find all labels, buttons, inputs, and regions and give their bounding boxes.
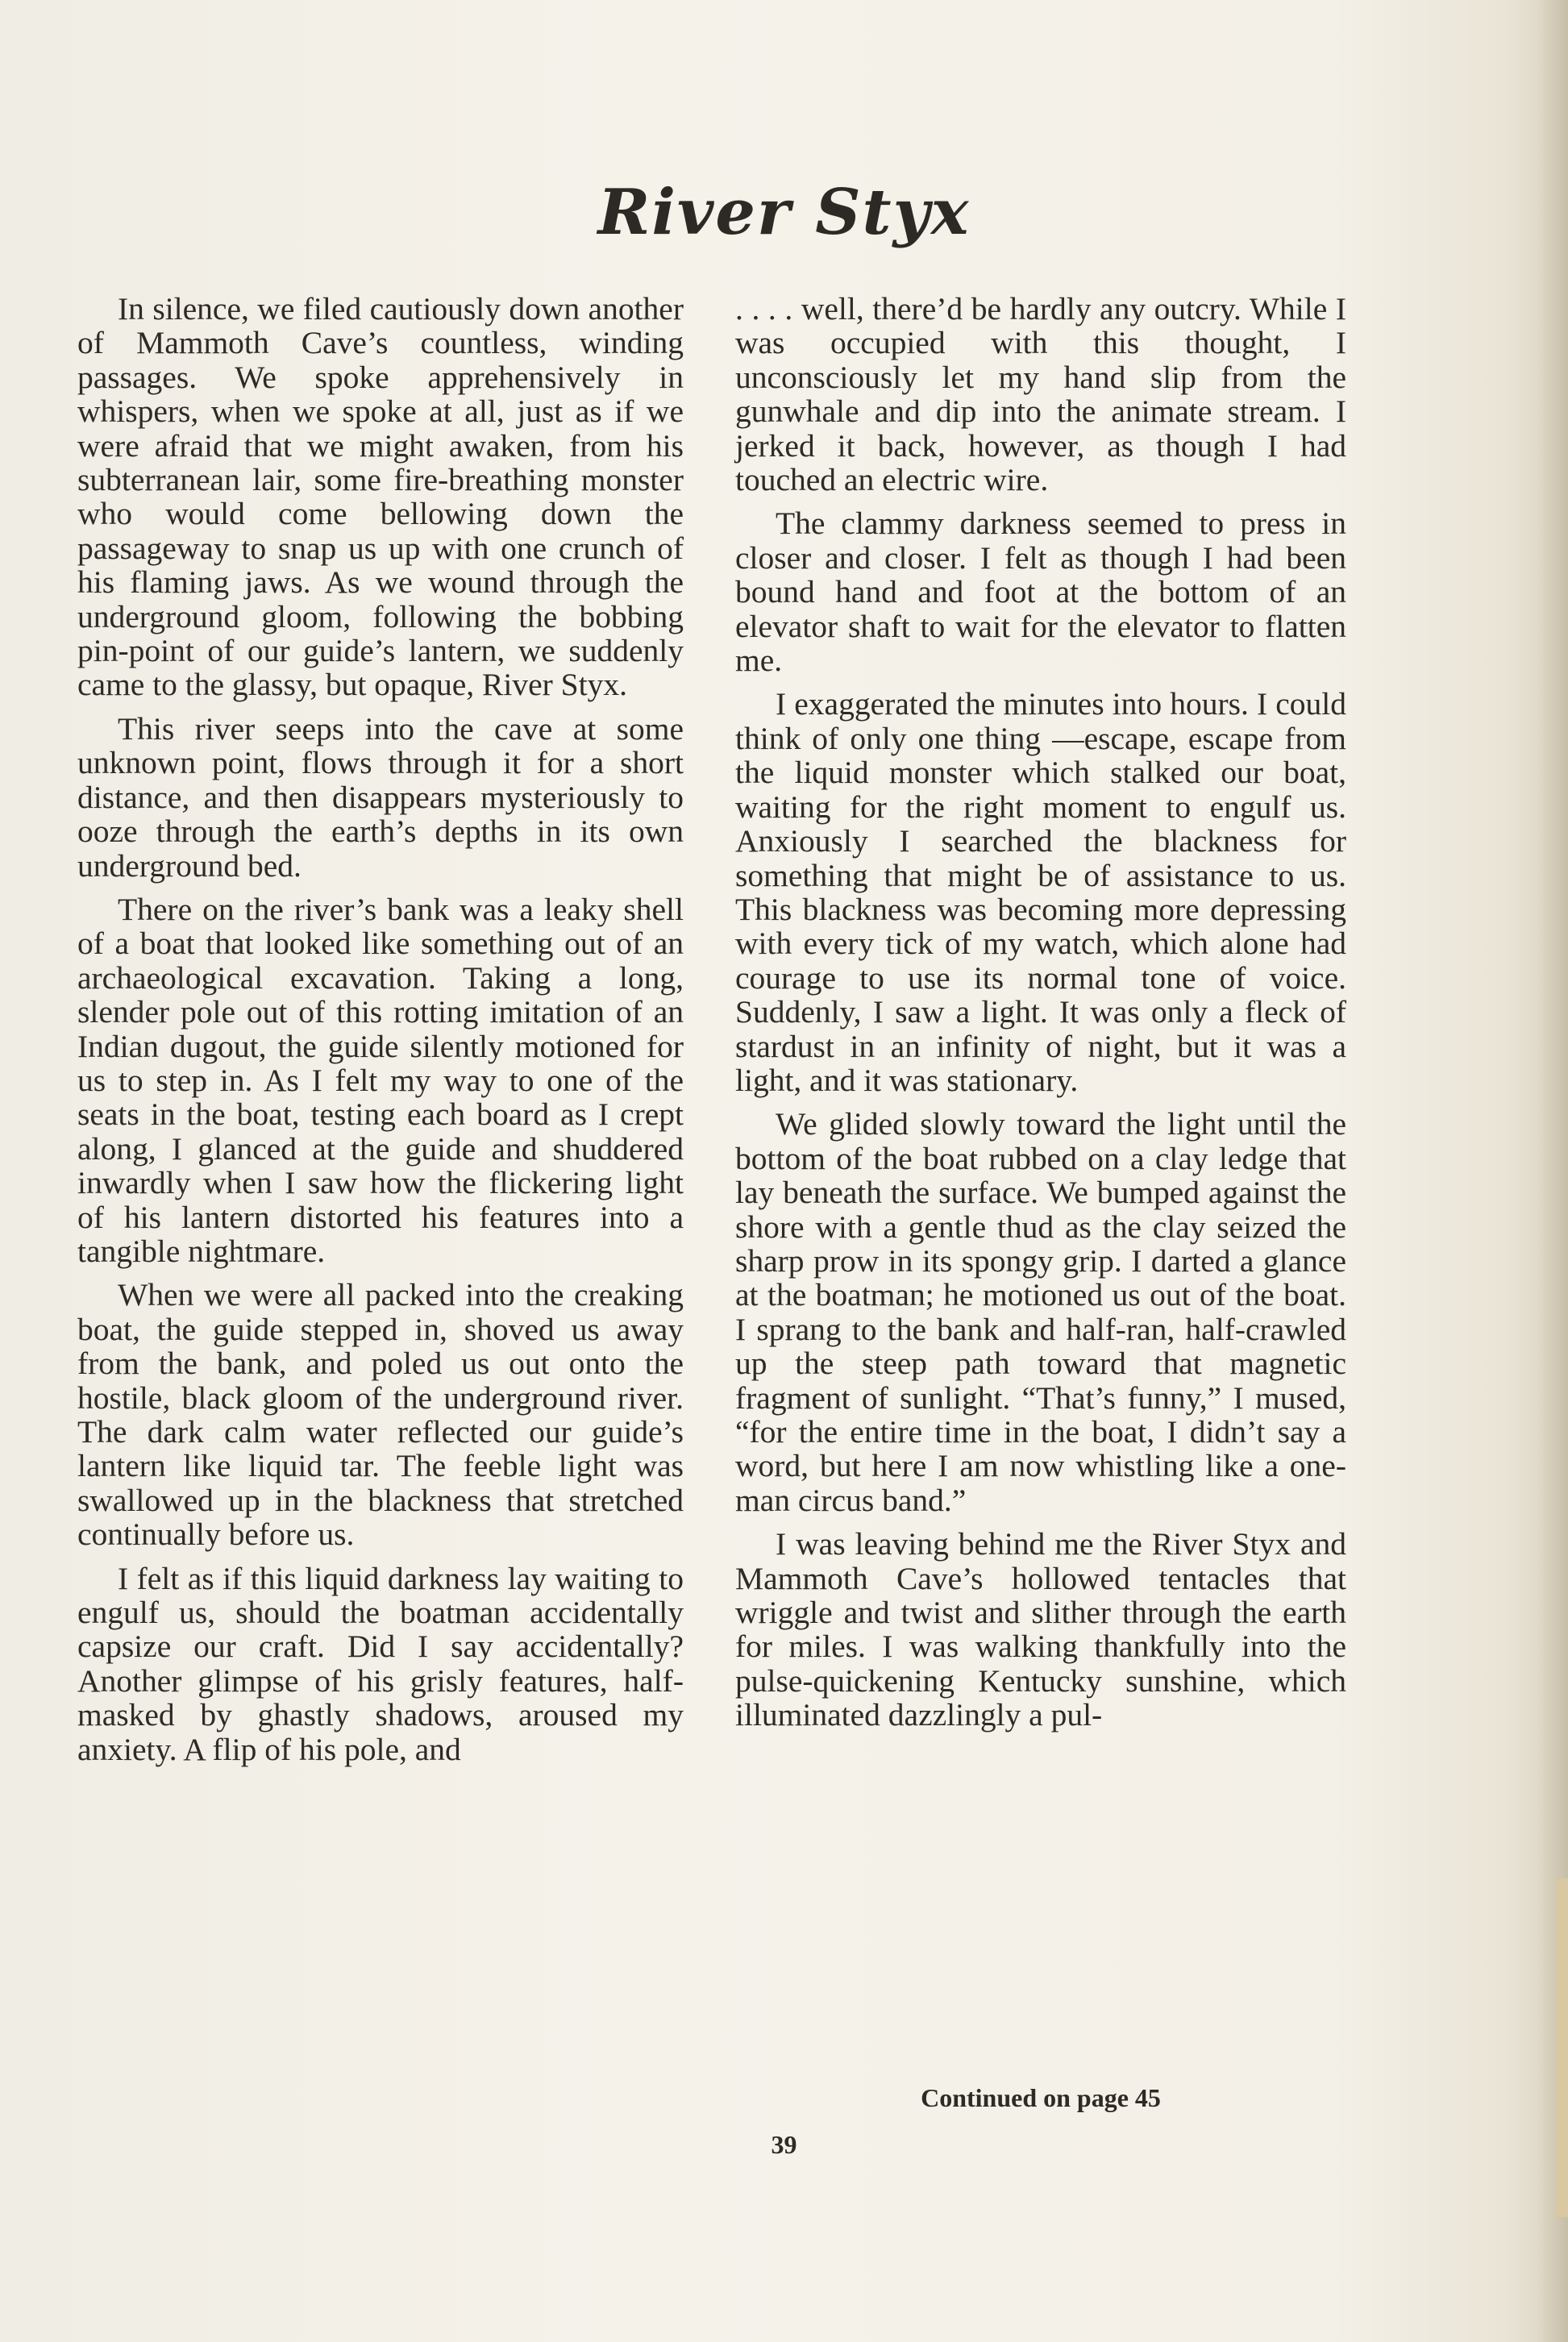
paragraph: The clammy darkness seemed to press in closer and closer. I felt as though I had been bound hand and foot at the bottom of an elevator shaft to wait for the elevator to flatten me. [735, 505, 1346, 679]
paragraph: This river seeps into the cave at some unknown point, flows through it for a short distance, and then disappears mysteriously to ooze through the earth’s depths in its own underground bed. [77, 710, 684, 884]
continued-note: Continued on page 45 [921, 2083, 1161, 2112]
right-column [735, 292, 1346, 1742]
paragraph: When we were all packed into the creaking boat, the guide stepped in, shoved us away from the bank, and poled us out onto the hostile, black gloom of the underground river. The dark calm water reflected our guide’s lantern like liquid tar. The feeble light was swallowed up in the blackness that stretched continually before us. [77, 1277, 684, 1553]
article-title: River Styx [597, 176, 971, 249]
paragraph: In silence, we filed cautiously down another of Mammoth Cave’s countless, winding passages. We spoke apprehensively in whispers, when we spoke at all, just as if we were afraid that we might awaken, from his subterranean lair, some fire-breathing monster who would come bellowing down the passageway to snap us up with one crunch of his flaming jaws. As we wound through the underground gloom, following the bobbing pin-point of our guide’s lantern, we suddenly came to the glassy, but opaque, River Styx. [77, 291, 684, 703]
page-number: 39 [771, 2130, 797, 2159]
left-column [77, 292, 684, 1776]
page-edge-tab [1555, 1878, 1568, 2217]
paragraph: . . . . well, there’d be hardly any outcry. While I was occupied with this thought, I unconsciously let my hand slip from the gunwhale and dip into the animate stream. I jerked it back, however, as though I had touched an electric wire. [735, 291, 1346, 498]
paragraph: There on the river’s bank was a leaky shell of a boat that looked like something out of an archaeological excavation. Taking a long, slender pole out of this rotting imitation of an Indian dugout, the guide silently motioned for us to step in. As I felt my way to one of the seats in the boat, testing each board as I crept along, I glanced at the guide and shuddered inwardly when I saw how the flickering light of his lantern distorted his features into a tangible nightmare. [77, 891, 684, 1269]
paragraph: I was leaving behind me the River Styx and Mammoth Cave’s hollowed tentacles that wriggle and twist and slither through the earth for miles. I was walking thankfully into the pulse-quickening Kentucky sunshine, which illuminated dazzlingly a pul- [735, 1526, 1346, 1733]
paragraph: I exaggerated the minutes into hours. I could think of only one thing —escape, escape from the liquid monster which stalked our boat, waiting for the right moment to engulf us. Anxiously I searched the blackness for something that might be of assistance to us. This blackness was becoming more depressing with every tick of my watch, which alone had courage to use its normal tone of voice. Suddenly, I saw a light. It was only a fleck of stardust in an infinity of night, but it was a light, and it was stationary. [735, 686, 1346, 1098]
paragraph: We glided slowly toward the light until the bottom of the boat rubbed on a clay ledge that lay beneath the surface. We bumped against the shore with a gentle thud as the clay seized the sharp prow in its spongy grip. I darted a glance at the boatman; he motioned us out of the boat. I sprang to the bank and half-ran, half-crawled up the steep path toward that magnetic fragment of sunlight. “That’s funny,” I mused, “for the entire time in the boat, I didn’t say a word, but here I am now whistling like a one-man circus band.” [735, 1106, 1346, 1518]
paragraph: I felt as if this liquid darkness lay waiting to engulf us, should the boatman accidentally capsize our craft. Did I say accidentally? Another glimpse of his grisly features, half-masked by ghastly shadows, aroused my anxiety. A flip of his pole, and [77, 1560, 684, 1767]
